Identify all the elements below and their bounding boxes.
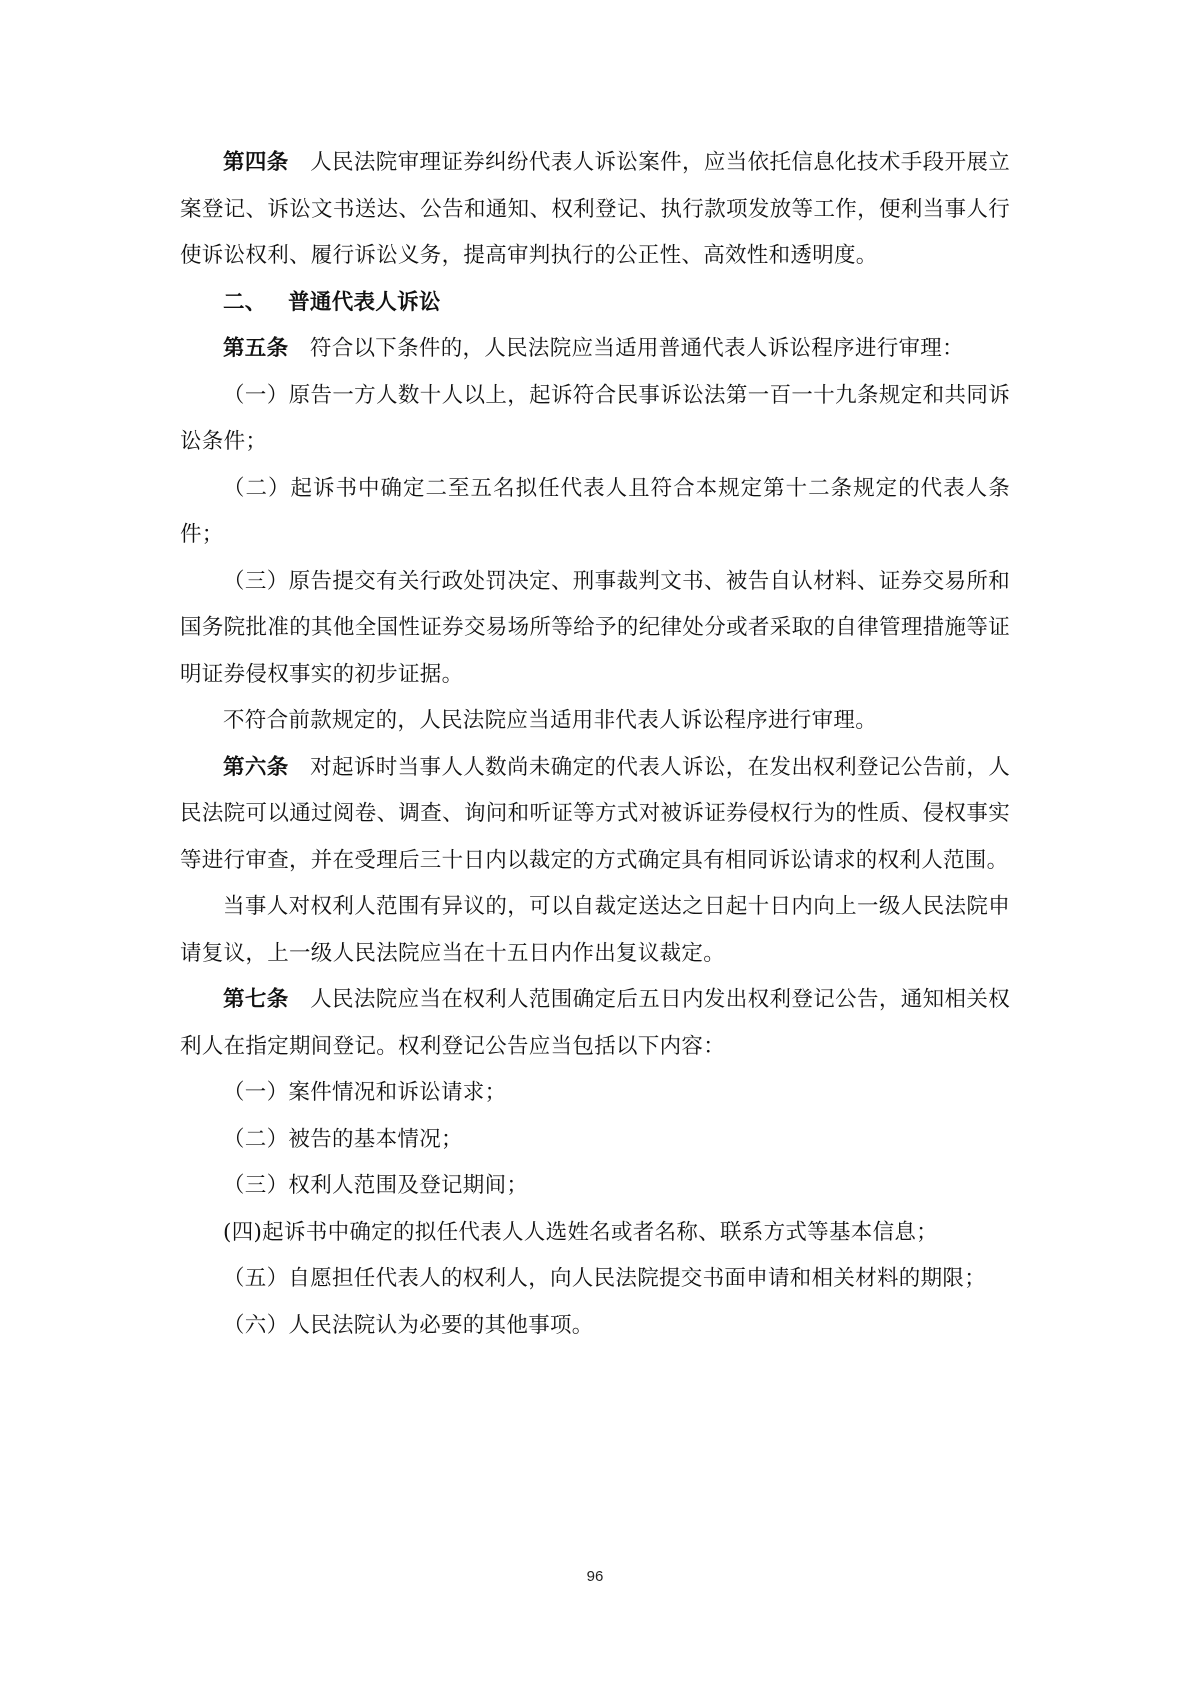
- article-7-item-1: （一）案件情况和诉讼请求；: [223, 1080, 507, 1105]
- section-2-title: 普通代表人诉讼: [288, 289, 441, 315]
- article-5-item-2: （二）起诉书中确定二至五名拟任代表人且符合本规定第十二条规定的代表人条件；: [180, 475, 1010, 547]
- article-4-text: 人民法院审理证券纠纷代表人诉讼案件，应当依托信息化技术手段开展立案登记、诉讼文书送达、公告和通知、权利登记、执行款项发放等工作，便利当事人行使诉讼权利、履行诉讼义务，提高审判执行的公正性、高效性和透明度。: [180, 150, 1010, 268]
- article-4-paragraph: [180, 140, 1010, 280]
- article-5-item-3: （三）原告提交有关行政处罚决定、刑事裁判文书、被告自认材料、证券交易所和国务院批准的其他全国性证券交易场所等给予的纪律处分或者采取的自律管理措施等证明证券侵权事实的初步证据。: [180, 568, 1010, 687]
- article-4-label: 第四条: [223, 150, 289, 175]
- article-5-text: 符合以下条件的，人民法院应当适用普通代表人诉讼程序进行审理：: [309, 336, 964, 361]
- article-7-item-4: (四)起诉书中确定的拟任代表人人选姓名或者名称、联系方式等基本信息；: [223, 1219, 938, 1245]
- article-7-item-6: （六）人民法院认为必要的其他事项。: [223, 1312, 594, 1338]
- page-number: 96: [586, 1568, 604, 1585]
- article-6-label: 第六条: [223, 754, 289, 780]
- article-5-paragraph: [180, 326, 1010, 373]
- article-7-paragraph: [180, 977, 1010, 1070]
- article-5-label: 第五条: [223, 336, 289, 361]
- section-2-heading: [180, 280, 1010, 327]
- document-body: [180, 140, 1010, 1349]
- article-7-label: 第七条: [223, 987, 289, 1012]
- article-6-paragraph-2: 当事人对权利人范围有异议的，可以自裁定送达之日起十日内向上一级人民法院申请复议，上一级人民法院应当在十五日内作出复议裁定。: [180, 894, 1010, 966]
- article-6-paragraph: [180, 745, 1010, 885]
- article-5-closing: 不符合前款规定的，人民法院应当适用非代表人诉讼程序进行审理。: [223, 708, 878, 733]
- article-7-item-3: （三）权利人范围及登记期间；: [223, 1173, 529, 1198]
- article-6-text: 对起诉时当事人人数尚未确定的代表人诉讼，在发出权利登记公告前，人民法院可以通过阅卷、调查、询问和听证等方式对被诉证券侵权行为的性质、侵权事实等进行审查，并在受理后三十日内以裁定的方式确定具有相同诉讼请求的权利人范围。: [180, 754, 1010, 873]
- section-2-number: 二、: [223, 289, 267, 315]
- article-7-text: 人民法院应当在权利人范围确定后五日内发出权利登记公告，通知相关权利人在指定期间登记。权利登记公告应当包括以下内容：: [180, 987, 1010, 1059]
- article-5-item-1: （一）原告一方人数十人以上，起诉符合民事诉讼法第一百一十九条规定和共同诉讼条件；: [180, 382, 1010, 454]
- article-7-item-5: （五）自愿担任代表人的权利人，向人民法院提交书面申请和相关材料的期限；: [223, 1266, 987, 1291]
- article-7-item-2: （二）被告的基本情况；: [223, 1126, 463, 1152]
